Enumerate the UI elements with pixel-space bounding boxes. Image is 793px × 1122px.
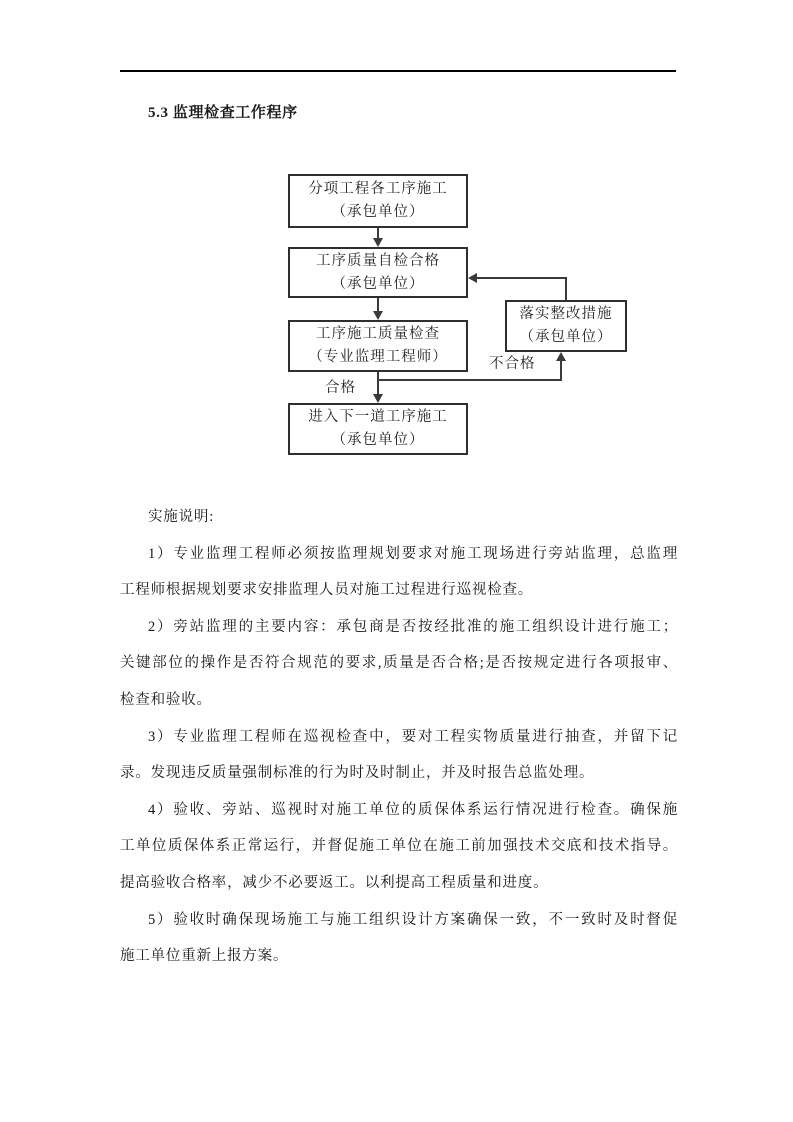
flowchart-box-subtext: （承包单位） [331,204,425,220]
flowchart-box-text: 落实整改措施 [519,306,613,322]
notes-line: 录。发现违反质量强制标准的行为时及时制止，并及时报告总监处理。 [120,765,595,782]
notes-line: 施工单位重新上报方案。 [120,948,289,965]
flowchart-box-process-self-check [288,247,468,298]
notes-line: 3）专业监理工程师在巡视检查中，要对工程实物质量进行抽查，并留下记 [148,728,678,745]
notes-line: 5）验收时确保现场施工与施工组织设计方案确保一致，不一致时及时督促 [148,911,678,928]
flowchart-box-subitem-process-construction [288,174,468,228]
page-title: 5.3 监理检查工作程序 [148,105,298,121]
flowchart [0,0,793,500]
notes-section [120,499,678,975]
flowchart-box-text: 工序质量自检合格 [316,252,440,269]
notes-line: 提高验收合格率，减少不必要返工。以利提高工程质量和进度。 [120,874,549,891]
flowchart-box-quality-inspection [288,320,468,372]
notes-line: 2）旁站监理的主要内容：承包商是否按经批准的施工组织设计进行施工； [148,618,678,635]
notes-line: 检查和验收。 [120,691,212,708]
notes-line: 4）验收、旁站、巡视时对施工单位的质保体系运行情况进行检查。确保施 [148,801,678,818]
flowchart-box-next-process [288,403,468,455]
notes-line: 关键部位的操作是否符合规范的要求,质量是否合格;是否按规定进行各项报审、 [120,655,678,672]
notes-line: 工程师根据规划要求安排监理人员对施工过程进行巡视检查。 [120,582,534,599]
flowchart-box-text: 进入下一道工序施工 [308,409,448,425]
flowchart-box-text: 分项工程各工序施工 [308,181,448,197]
notes-line: 实施说明: [148,509,215,525]
flowchart-box-rectification [505,300,627,352]
flowchart-box-text: 工序施工质量检查 [316,326,440,342]
notes-line: 1）专业监理工程师必须按监理规划要求对施工现场进行旁站监理，总监理 [148,545,678,562]
notes-line: 工单位质保体系正常运行，并督促施工单位在施工前加强技术交底和技术指导。 [120,838,678,855]
flowchart-box-subtext: （承包单位） [331,432,425,448]
flowchart-box-subtext: （专业监理工程师） [308,349,448,365]
fail-label: 不合格 [489,356,536,372]
pass-label: 合格 [325,380,356,396]
flowchart-box-subtext: （承包单位） [331,275,425,292]
flowchart-box-subtext: （承包单位） [519,329,613,345]
